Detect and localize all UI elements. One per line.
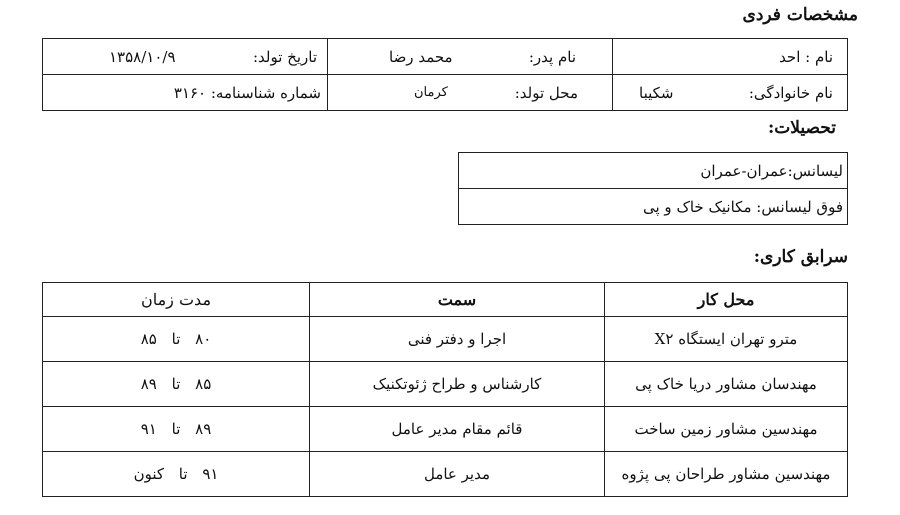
education-table <box>458 152 848 225</box>
work-duration <box>43 407 310 452</box>
duration-to: ۸۹ <box>140 375 157 393</box>
work-place: مهندسان مشاور دریا خاک پی <box>605 362 848 407</box>
work-position: کارشناس و طراح ژئوتکنیک <box>310 362 605 407</box>
work-row <box>43 317 848 362</box>
birthplace-label: محل تولد: <box>514 83 578 102</box>
duration-from: ۸۹ <box>195 420 212 438</box>
work-position: اجرا و دفتر فنی <box>310 317 605 362</box>
birthplace-cell <box>328 75 613 111</box>
personal-row-1 <box>43 39 848 75</box>
education-item: لیسانس:عمران-عمران <box>459 153 848 189</box>
work-row <box>43 362 848 407</box>
work-place: مهندسین مشاور طراحان پی پژوه <box>605 452 848 497</box>
work-heading: سرابق کاری: <box>753 247 848 267</box>
work-duration <box>43 317 310 362</box>
education-row <box>459 189 848 225</box>
family-label: نام خانوادگی: <box>748 83 833 102</box>
birthdate-value: ۱۳۵۸/۱۰/۹ <box>109 47 176 66</box>
work-position: قائم مقام مدیر عامل <box>310 407 605 452</box>
duration-from: ۹۱ <box>202 465 219 483</box>
work-place: مترو تهران ایستگاه X۲ <box>605 317 848 362</box>
father-name-cell <box>328 39 613 75</box>
id-number-cell <box>43 75 328 111</box>
duration-to: ۹۱ <box>140 420 157 438</box>
personal-heading: مشخصات فردی <box>742 5 858 25</box>
duration-from: ۸۰ <box>195 330 212 348</box>
position-header: سمت <box>310 283 605 317</box>
work-row <box>43 407 848 452</box>
duration-header: مدت زمان <box>43 283 310 317</box>
place-header: محل کار <box>605 283 848 317</box>
personal-info-table <box>42 38 848 111</box>
duration-to: ۸۵ <box>140 330 157 348</box>
personal-row-2 <box>43 75 848 111</box>
work-position: مدیر عامل <box>310 452 605 497</box>
work-row <box>43 452 848 497</box>
education-item: فوق لیسانس: مکانیک خاک و پی <box>459 189 848 225</box>
id-number: شماره شناسنامه: ۳۱۶۰ <box>173 83 321 102</box>
first-name-cell <box>613 39 848 75</box>
duration-to-word: تا <box>178 465 188 483</box>
duration-to-word: تا <box>171 330 181 348</box>
education-row <box>459 153 848 189</box>
birthdate-cell <box>43 39 328 75</box>
duration-to-word: تا <box>171 375 181 393</box>
duration-to-word: تا <box>171 420 181 438</box>
duration-from: ۸۵ <box>195 375 212 393</box>
family-value: شکیبا <box>639 83 674 102</box>
first-name: نام : احد <box>779 47 833 66</box>
education-heading: تحصیلات: <box>768 118 836 138</box>
duration-to: کنون <box>133 465 164 483</box>
birthplace-value: کرمان <box>414 85 448 100</box>
father-label: نام پدر: <box>528 47 576 66</box>
father-value: محمد رضا <box>389 47 453 66</box>
birthdate-label: تاریخ تولد: <box>252 47 317 66</box>
work-history-table <box>42 282 848 497</box>
work-duration <box>43 362 310 407</box>
work-place: مهندسین مشاور زمین ساخت <box>605 407 848 452</box>
family-name-cell <box>613 75 848 111</box>
work-duration <box>43 452 310 497</box>
work-header-row <box>43 283 848 317</box>
